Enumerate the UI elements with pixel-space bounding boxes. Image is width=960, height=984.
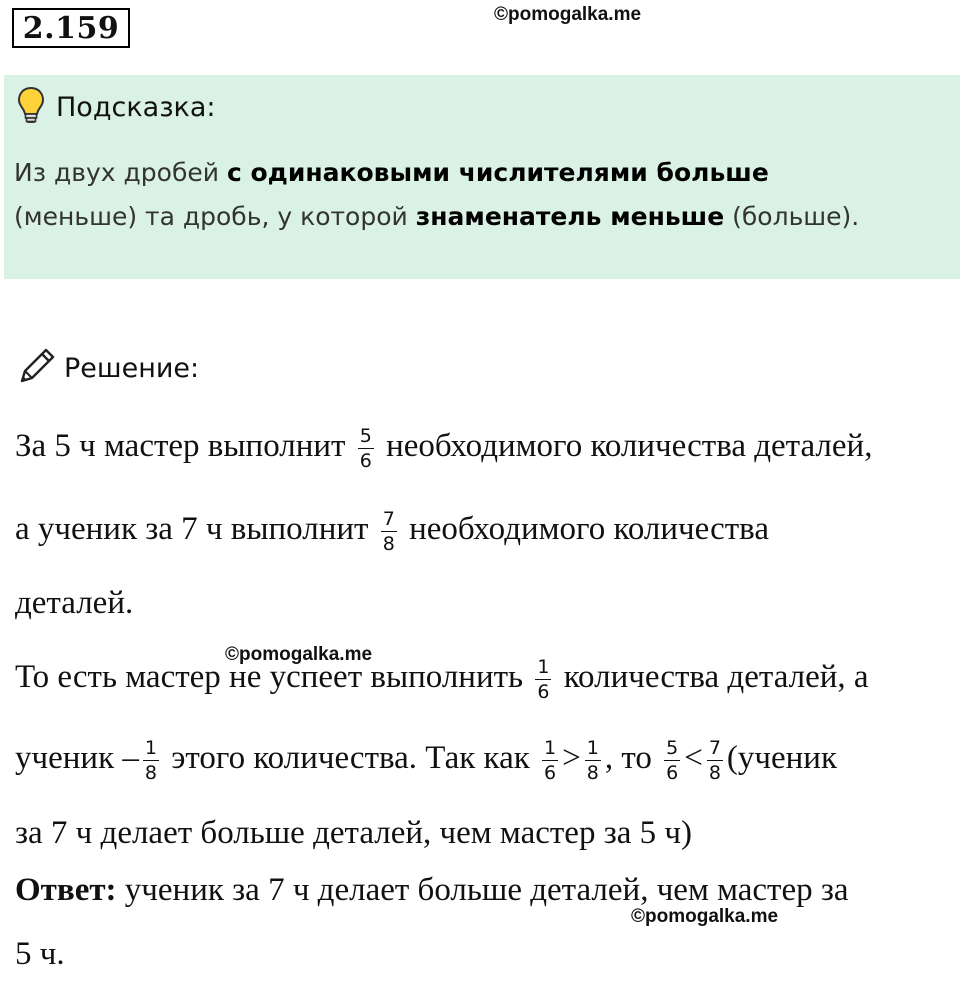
- watermark-top: ©pomogalka.me: [494, 4, 642, 25]
- hint-text-bold1: с одинаковыми числителями больше: [226, 158, 769, 187]
- solution-line-3: деталей.: [15, 585, 134, 621]
- watermark-bottom: ©pomogalka.me: [631, 906, 779, 927]
- hint-text-part2: (меньше) та дробь, у которой: [14, 202, 416, 231]
- fraction-denominator: 8: [144, 762, 157, 784]
- fraction-7-8: [707, 738, 723, 783]
- fraction-7-8: [381, 509, 397, 554]
- fraction-1-8: [143, 738, 159, 783]
- hint-text-part3: (больше).: [724, 202, 860, 231]
- fraction-numerator: 1: [586, 737, 599, 759]
- hint-text-part1: Из двух дробей: [14, 158, 227, 187]
- fraction-denominator: 6: [359, 450, 372, 472]
- watermark-middle: ©pomogalka.me: [225, 644, 373, 665]
- greater-than-sign: >: [562, 740, 581, 777]
- hint-text-bold2: знаменатель меньше: [415, 202, 725, 231]
- fraction-1-6: [535, 657, 551, 702]
- line5-text-a: ученик –: [15, 740, 139, 777]
- lightbulb-icon: [16, 86, 46, 129]
- answer-text: ученик за 7 ч делает больше деталей, чем мастер за: [116, 872, 849, 908]
- line4-text-a: То есть мастер не успеет выполнить: [15, 659, 524, 696]
- solution-line-4: [15, 657, 869, 702]
- fraction-denominator: 6: [544, 762, 557, 784]
- fraction-numerator: 1: [544, 737, 557, 759]
- hint-text: [14, 151, 954, 239]
- solution-title: Решение:: [64, 353, 200, 384]
- fraction-1-8: [585, 738, 601, 783]
- line2-text-a: а ученик за 7 ч выполнит: [15, 511, 369, 548]
- line1-text-a: За 5 ч мастер выполнит: [15, 428, 346, 465]
- fraction-5-6: [358, 426, 374, 471]
- solution-line-2: [15, 509, 769, 554]
- line4-text-b: количества деталей, а: [563, 659, 869, 696]
- line5-text-b: этого количества. Так как: [171, 740, 530, 777]
- fraction-numerator: 7: [382, 508, 395, 530]
- pencil-icon: [16, 345, 58, 392]
- fraction-numerator: 5: [666, 737, 679, 759]
- answer-line: [15, 870, 849, 910]
- fraction-denominator: 8: [382, 533, 395, 555]
- line1-text-b: необходимого количества деталей,: [386, 428, 873, 465]
- answer-label: Ответ:: [15, 872, 117, 908]
- fraction-numerator: 1: [537, 656, 550, 678]
- fraction-numerator: 5: [359, 425, 372, 447]
- hint-header: [16, 86, 216, 129]
- line5-text-c: , то: [604, 740, 652, 777]
- solution-line-6: за 7 ч делает больше деталей, чем мастер за 5 ч): [15, 815, 692, 851]
- line5-text-d: (ученик: [726, 740, 837, 777]
- fraction-denominator: 8: [586, 762, 599, 784]
- less-than-sign: <: [684, 740, 703, 777]
- fraction-denominator: 6: [537, 681, 550, 703]
- task-number: 2.159: [12, 8, 130, 48]
- hint-title: Подсказка:: [56, 92, 216, 123]
- fraction-numerator: 7: [708, 737, 721, 759]
- hint-box: [4, 75, 960, 279]
- fraction-1-6: [542, 738, 558, 783]
- line2-text-b: необходимого количества: [409, 511, 769, 548]
- fraction-denominator: 8: [708, 762, 721, 784]
- fraction-numerator: 1: [144, 737, 157, 759]
- fraction-5-6: [664, 738, 680, 783]
- answer-continuation: 5 ч.: [15, 936, 65, 972]
- solution-line-1: [15, 426, 872, 471]
- solution-line-5: [15, 738, 837, 783]
- solution-header: [16, 345, 199, 392]
- fraction-denominator: 6: [666, 762, 679, 784]
